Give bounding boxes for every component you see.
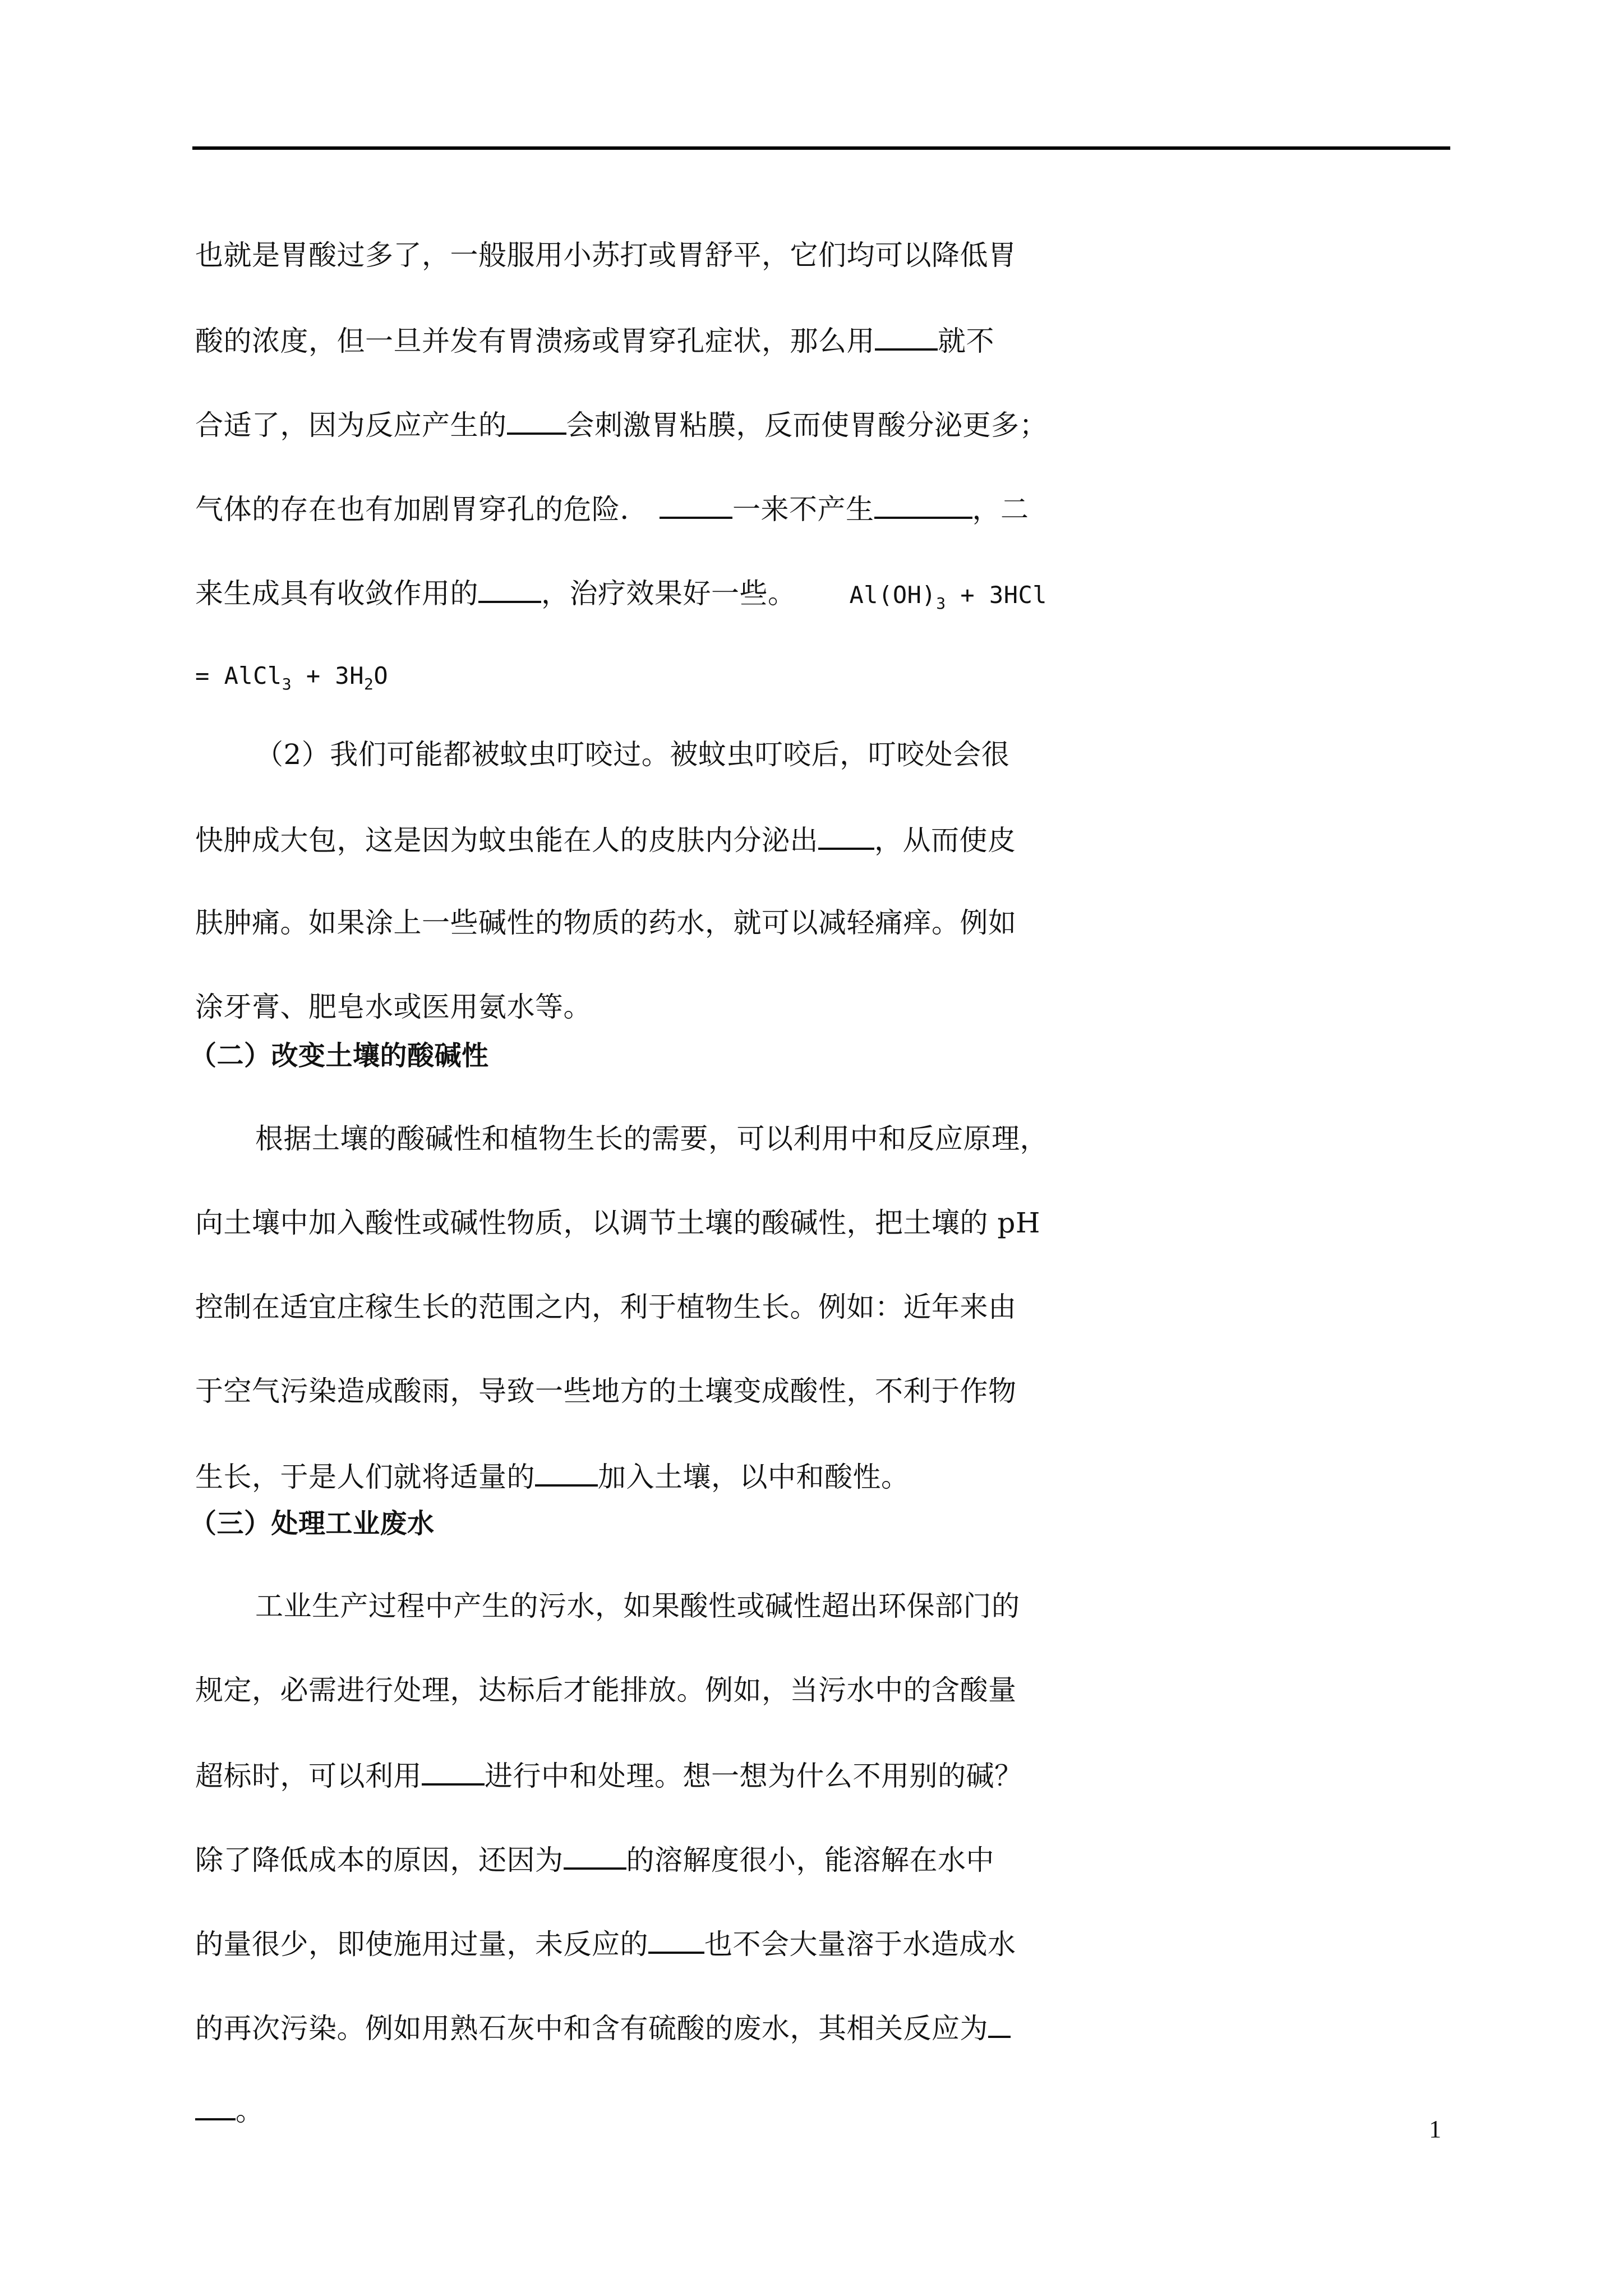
fill-blank [422, 1757, 485, 1786]
text-line: 于空气污染造成酸雨，导致一些地方的土壤变成酸性，不利于作物 [195, 1375, 1017, 1407]
text-line: 超标时，可以利用 进行中和处理。想一想为什么不用别的碱？ [195, 1757, 1023, 1793]
text-line: 控制在适宜庄稼生长的范围之内，利于植物生长。例如：近年来由 [195, 1291, 1017, 1323]
text-line: 涂牙膏、肥皂水或医用氨水等。 [195, 991, 592, 1023]
header-rule [192, 146, 1450, 150]
fill-blank [660, 491, 732, 519]
text-line: 。 [195, 2092, 264, 2128]
text-line [195, 657, 388, 701]
fill-blank [818, 822, 874, 850]
text-line: 的量很少，即使施用过量，未反应的 也不会大量溶于水造成水 [195, 1926, 1016, 1961]
text-line: 的再次污染。例如用熟石灰中和含有硫酸的废水，其相关反应为 [195, 2010, 1011, 2045]
text-line: 肤肿痛。如果涂上一些碱性的物质的药水，就可以减轻痛痒。例如 [195, 907, 1017, 939]
text-line: 气体的存在也有加剧胃穿孔的危险． 一来不产生 ，二 [195, 491, 1029, 526]
text-line: 来生成具有收敛作用的 ，治疗效果好一些。 $Al(OH)_3 + 3HCl$ [195, 575, 1047, 620]
equation-part: = AlCl$_3$ + $3H_2O$ [195, 662, 389, 693]
fill-blank [648, 1926, 704, 1954]
text-line: 生长，于是人们就将适量的 加入土壤，以中和酸性。 [195, 1458, 910, 1494]
equation-part: $Al(OH)_3 + 3HCl$ [849, 581, 1048, 613]
fill-blank [564, 1842, 626, 1870]
text-line: 根据土壤的酸碱性和植物生长的需要，可以利用中和反应原理， [255, 1122, 1048, 1155]
text-line: 向土壤中加入酸性或碱性物质，以调节土壤的酸碱性，把土壤的 pH [195, 1207, 1041, 1239]
page-number: 1 [1429, 2115, 1441, 2143]
text-line: 规定，必需进行处理，达标后才能排放。例如，当污水中的含酸量 [195, 1674, 1017, 1706]
fill-blank [195, 2092, 236, 2120]
text-line: （2）我们可能都被蚊虫叮咬过。被蚊虫叮咬后，叮咬处会很 [255, 738, 1010, 771]
fill-blank [535, 1458, 598, 1487]
fill-blank [988, 2010, 1011, 2038]
fill-blank [478, 575, 541, 603]
fill-blank [875, 323, 938, 351]
text-line: 合适了，因为反应产生的 会刺激胃粘膜，反而使胃酸分泌更多； [195, 407, 1048, 442]
text-line: 快肿成大包，这是因为蚊虫能在人的皮肤内分泌出 ，从而使皮 [195, 822, 1016, 857]
text-line: 酸的浓度，但一旦并发有胃溃疡或胃穿孔症状，那么用 就不 [195, 323, 994, 358]
section-heading: （三）处理工业废水 [190, 1508, 435, 1539]
text-line: 工业生产过程中产生的污水，如果酸性或碱性超出环保部门的 [255, 1590, 1020, 1622]
text-line: 也就是胃酸过多了，一般服用小苏打或胃舒平，它们均可以降低胃 [195, 239, 1017, 272]
text-line: 除了降低成本的原因，还因为 的溶解度很小，能溶解在水中 [195, 1842, 994, 1877]
section-heading: （二）改变土壤的酸碱性 [190, 1040, 489, 1071]
fill-blank [507, 407, 566, 435]
fill-blank [874, 491, 972, 519]
